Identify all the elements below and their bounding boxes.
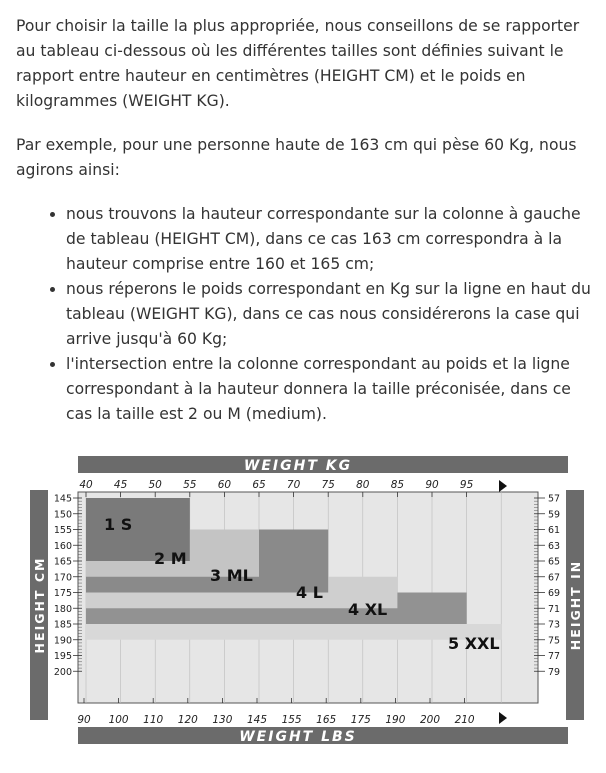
- lbs-tick-label: 210: [454, 714, 475, 726]
- top-arrow-icon: [499, 480, 507, 492]
- in-tick-label: 69: [548, 588, 561, 599]
- kg-tick-label: 50: [148, 479, 162, 491]
- kg-tick-label: 95: [459, 479, 474, 491]
- in-tick-label: 71: [548, 603, 561, 615]
- in-tick-label: 77: [548, 651, 561, 662]
- lbs-tick-label: 130: [212, 714, 233, 726]
- step-item: • nous trouvons la hauteur correspondante sur la colonne à gauche de tableau (HEIGHT CM), dans ce cas 163 cm correspondra à la hauteur comprise entre 160 et 165 cm;: [66, 202, 596, 277]
- kg-tick-label: 40: [79, 479, 93, 491]
- kg-tick-label: 85: [390, 479, 405, 491]
- size-label: 2 M: [154, 549, 187, 568]
- steps-list: [16, 202, 596, 427]
- intro-paragraph: Pour choisir la taille la plus appropriée, nous conseillons de se rapporter au tableau ci-dessous où les différentes tailles sont définies suivant le rapport entre hauteur en centimètres (HEIGHT CM) et le poids en kilogrammes (WEIGHT KG).: [16, 17, 580, 110]
- cm-tick-label: 145: [53, 493, 72, 505]
- cm-tick-label: 165: [53, 556, 72, 568]
- kg-tick-label: 45: [113, 479, 128, 491]
- in-tick-label: 63: [548, 540, 561, 552]
- lbs-tick-label: 120: [177, 714, 198, 726]
- right-title: HEIGHT IN: [568, 559, 583, 651]
- lbs-tick-label: 100: [108, 714, 129, 726]
- size-label: 4 XL: [348, 600, 388, 619]
- lbs-tick-label: 90: [77, 714, 91, 726]
- kg-tick-label: 70: [286, 479, 301, 491]
- lbs-tick-label: 175: [350, 714, 371, 726]
- size-label: 4 L: [296, 583, 323, 602]
- bottom-title: WEIGHT LBS: [239, 729, 357, 745]
- in-tick-label: 61: [548, 525, 561, 536]
- article-text: [16, 14, 596, 427]
- size-label: 3 ML: [210, 566, 253, 585]
- cm-tick-label: 195: [53, 651, 72, 662]
- bottom-arrow-icon: [499, 712, 507, 724]
- cm-tick-label: 190: [53, 635, 72, 647]
- cm-tick-label: 185: [53, 619, 72, 631]
- lbs-tick-label: 145: [246, 714, 268, 726]
- size-label: 5 XXL: [448, 634, 500, 653]
- in-tick-label: 65: [548, 556, 561, 568]
- cm-tick-label: 155: [53, 525, 72, 536]
- cm-tick-label: 200: [53, 666, 72, 678]
- lbs-tick-label: 165: [316, 714, 337, 726]
- in-tick-label: 73: [548, 619, 561, 631]
- step-item: • nous réperons le poids correspondant en Kg sur la ligne en haut du tableau (WEIGHT KG), dans ce cas nous considérerons la case qui arrive jusqu'à 60 Kg;: [66, 277, 596, 352]
- in-tick-label: 57: [548, 493, 561, 505]
- cm-tick-label: 175: [53, 588, 72, 599]
- kg-tick-label: 60: [217, 479, 232, 491]
- top-title: WEIGHT KG: [243, 458, 353, 474]
- in-tick-label: 67: [548, 572, 561, 584]
- in-tick-label: 59: [548, 509, 561, 521]
- in-tick-label: 75: [548, 635, 561, 647]
- step-item: • l'intersection entre la colonne correspondant au poids et la ligne correspondant à la hauteur donnera la taille préconisée, dans ce cas la taille est 2 ou M (medium).: [66, 352, 596, 427]
- lbs-tick-label: 155: [281, 714, 302, 726]
- size-chart: [0, 450, 606, 773]
- left-title: HEIGHT CM: [32, 556, 47, 654]
- cm-tick-label: 150: [53, 509, 72, 521]
- example-paragraph: Par exemple, pour une personne haute de 163 cm qui pèse 60 Kg, nous agirons ainsi:: [16, 136, 577, 179]
- in-tick-label: 79: [548, 666, 561, 678]
- cm-tick-label: 160: [53, 540, 72, 552]
- kg-tick-label: 75: [321, 479, 335, 491]
- lbs-tick-label: 190: [385, 714, 406, 726]
- size-region: [86, 624, 501, 640]
- cm-tick-label: 170: [53, 572, 72, 584]
- kg-tick-label: 90: [425, 479, 439, 491]
- cm-tick-label: 180: [53, 603, 72, 615]
- kg-tick-label: 80: [356, 479, 370, 491]
- kg-tick-label: 55: [183, 479, 197, 491]
- size-label: 1 S: [104, 515, 133, 534]
- kg-tick-label: 65: [252, 479, 266, 491]
- lbs-tick-label: 110: [143, 714, 164, 726]
- lbs-tick-label: 200: [419, 714, 441, 726]
